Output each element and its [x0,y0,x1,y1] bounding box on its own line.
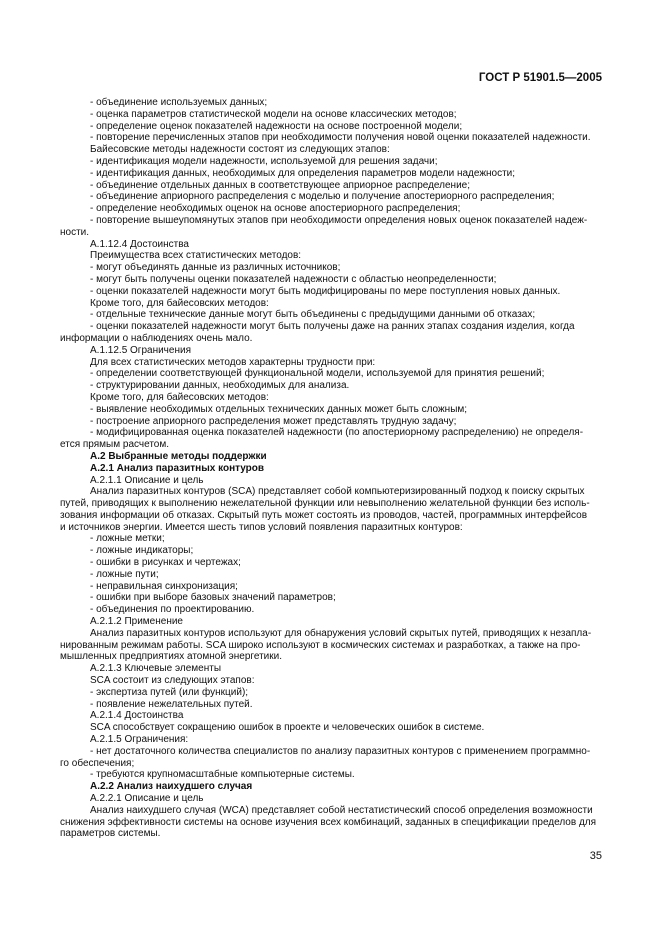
text-line: А.2.1.1 Описание и цель [90,474,204,486]
text-line: - выявление необходимых отдельных технических данных может быть сложным; [90,403,468,415]
text-line: - объединение априорного распределения с моделью и получение апостериорного распределения; [90,191,555,203]
page-number: 35 [589,850,602,862]
text-line: го обеспечения; [60,757,135,769]
text-line: А.2.1.4 Достоинства [90,710,184,722]
text-line: - неправильная синхронизация; [90,580,238,592]
text-line: Кроме того, для байесовских методов: [90,391,269,403]
text-line: - идентификация модели надежности, используемой для решения задачи; [90,155,438,167]
text-line: - экспертиза путей (или функций); [90,686,249,698]
text-line: А.2.1 Анализ паразитных контуров [90,462,265,474]
text-line: SCA состоит из следующих этапов: [90,675,255,687]
text-line: - нет достаточного количества специалистов по анализу паразитных контуров с применением программно- [90,745,591,757]
text-line: А.2 Выбранные методы поддержки [90,450,267,462]
text-line: мышленных предприятиях атомной энергетики. [60,651,282,663]
page-body [60,97,602,840]
text-line: SCA способствует сокращению ошибок в проекте и человеческих ошибок в системе. [90,722,485,734]
text-line: - структурировании данных, необходимых для анализа. [90,380,350,392]
text-line: Преимущества всех статистических методов: [90,250,302,262]
text-line: Анализ наихудшего случая (WCA) представляет собой нестатистический способ определения возможности [90,804,593,816]
text-line: информации о наблюдениях очень мало. [60,332,253,344]
text-line: - объединение отдельных данных в соответствующее априорное распределение; [90,179,470,191]
text-line: - оценка параметров статистической модели на основе классических методов; [90,108,457,120]
text-line: - повторение перечисленных этапов при необходимости получения новой оценки показателей надежности. [90,132,591,144]
text-line: А.2.2.1 Описание и цель [90,793,204,805]
text-line: - оценки показателей надежности могут быть получены даже на ранних этапах создания изделия, когда [90,321,575,333]
text-line: - построение априорного распределения может представлять трудную задачу; [90,415,457,427]
text-line: Анализ паразитных контуров используют для обнаружения условий скрытых путей, приводящих к незапла- [90,627,592,639]
text-line: снижения эффективности системы на основе изучения всех комбинаций, заданных в спецификации пределов для [60,816,597,828]
text-line: - объединение используемых данных; [90,97,268,108]
text-line: А.2.1.3 Ключевые элементы [90,663,222,675]
text-line: А.1.12.4 Достоинства [90,238,189,250]
text-line: - повторение вышеупомянутых этапов при необходимости определения новых оценок показателей надеж- [90,214,588,226]
document-header: ГОСТ Р 51901.5—2005 [478,72,602,84]
text-line: - требуются крупномасштабные компьютерные системы. [90,769,355,781]
text-line: ется прямым расчетом. [60,439,170,451]
text-line: ности. [60,226,90,238]
text-line: Кроме того, для байесовских методов: [90,297,269,309]
text-line: - могут объединять данные из различных источников; [90,262,341,274]
text-line: зования информации об отказах. Скрытый путь может состоять из проводов, частей, программных интерфейсов [60,509,588,521]
text-line: А.2.2 Анализ наихудшего случая [90,781,253,793]
text-line: Анализ паразитных контуров (SCA) представляет собой компьютеризированный подход к поиску скрытых [90,486,585,498]
text-line: нированным режимам работы. SCA широко используют в космических системах и разработках, а также на про- [60,639,581,651]
text-line: - оценки показателей надежности могут быть модифицированы по мере поступления новых данных. [90,285,561,297]
text-line: параметров системы. [60,828,161,840]
text-line: - ложные метки; [90,533,165,545]
text-line: - ложные индикаторы; [90,545,194,557]
text-line: - определение оценок показателей надежности на основе построенной модели; [90,120,463,132]
text-line: - определение необходимых оценок на основе апостериорного распределения; [90,203,461,215]
text-line: - объединения по проектированию. [90,604,255,616]
text-line: А.2.1.5 Ограничения: [90,734,189,746]
text-line: - ошибки при выборе базовых значений параметров; [90,592,336,604]
text-line: Для всех статистических методов характерны трудности при: [90,356,376,368]
text-line: путей, приводящих к выполнению нежелательной функции или невыполнению желательной функции без исполь- [60,498,590,510]
text-line: - могут быть получены оценки показателей надежности с областью неопределенности; [90,273,497,285]
text-line: - идентификация данных, необходимых для определения параметров модели надежности; [90,167,516,179]
text-line: - определении соответствующей функциональной модели, используемой для принятия решений; [90,368,545,380]
text-line: и источников энергии. Имеется шесть типов условий появления паразитных контуров: [60,521,463,533]
text-line: Байесовские методы надежности состоят из следующих этапов: [90,144,390,156]
text-line: А.2.1.2 Применение [90,616,183,628]
text-line: - отдельные технические данные могут быть объединены с предыдущими данными об отказах; [90,309,536,321]
text-line: - ложные пути; [90,568,159,580]
text-line: - модифицированная оценка показателей надежности (по апостериорному распределению) не определя- [90,427,584,439]
text-line: - появление нежелательных путей. [90,698,253,710]
text-line: - ошибки в рисунках и чертежах; [90,557,241,569]
text-line: А.1.12.5 Ограничения [90,344,191,356]
